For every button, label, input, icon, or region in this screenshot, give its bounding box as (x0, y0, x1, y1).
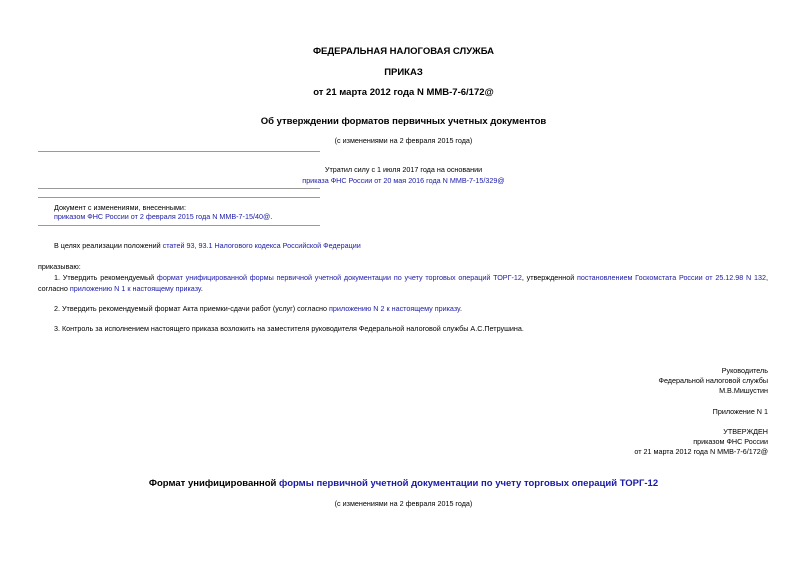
basis-paragraph (54, 241, 361, 250)
document-title: Об утверждении форматов первичных учетных документов (260, 116, 547, 127)
format-title-prefix: Формат унифицированной (148, 478, 280, 489)
torg12-form-link[interactable]: формы первичной учетной документации по учету торговых операций ТОРГ-12 (279, 478, 659, 489)
item-1-period: . (200, 284, 203, 293)
item-2-period: . (459, 304, 462, 313)
appendix-1-link[interactable]: приложению N 1 к настоящему приказу (69, 284, 201, 293)
item-1-text-mid2: , согласно (38, 273, 769, 293)
agency-name: ФЕДЕРАЛЬНАЯ НАЛОГОВАЯ СЛУЖБА (312, 46, 495, 57)
divider (38, 151, 320, 152)
appendix-label: Приложение N 1 (712, 407, 768, 416)
item-1-paragraph (38, 272, 768, 294)
appendix-2-link[interactable]: приложению N 2 к настоящему приказу (329, 304, 460, 313)
signature-agency: Федеральной налоговой службы (658, 376, 768, 385)
torg12-format-link[interactable]: формат унифицированной формы первичной учетной документации по учету торговых операций ТОРГ-12 (156, 273, 522, 282)
amendment-order-link[interactable]: приказом ФНС России от 2 февраля 2015 года N ММВ-7-15/40@ (54, 212, 271, 221)
format-title (0, 478, 807, 489)
amendments-link-line (54, 212, 272, 221)
approved-label: УТВЕРЖДЕН (723, 427, 768, 436)
signature-position: Руководитель (721, 366, 768, 375)
repeal-order-link[interactable]: приказа ФНС России от 20 мая 2016 года N ММВ-7-15/329@ (302, 176, 505, 185)
document-date-number: от 21 марта 2012 года N ММВ-7-6/172@ (313, 87, 494, 98)
order-word: приказываю: (38, 262, 81, 271)
basis-text: В целях реализации положений (54, 241, 163, 250)
approved-order-date: от 21 марта 2012 года N ММВ-7-6/172@ (634, 447, 768, 456)
format-revision-note: (с изменениями на 2 февраля 2015 года) (334, 499, 473, 508)
amendments-note: Документ с изменениями, внесенными: (54, 203, 186, 212)
revision-note: (с изменениями на 2 февраля 2015 года) (334, 136, 473, 145)
approved-by-order: приказом ФНС России (693, 437, 768, 446)
item-2-paragraph (54, 304, 462, 313)
document-type: ПРИКАЗ (384, 67, 423, 78)
item-3-paragraph: 3. Контроль за исполнением настоящего приказа возложить на заместителя руководителя Федеральной налоговой службы А.С.Петрушина. (54, 324, 524, 333)
signature-name: М.В.Мишустин (719, 386, 768, 395)
item-2-text: 2. Утвердить рекомендуемый формат Акта приемки-сдачи работ (услуг) согласно (54, 304, 330, 313)
divider (38, 225, 320, 226)
validity-note: Утратил силу с 1 июля 2017 года на основании (324, 165, 483, 174)
divider (38, 197, 320, 198)
item-1-text-mid: , утвержденной (521, 273, 577, 282)
validity-link-line (0, 176, 807, 185)
item-1-text: 1. Утвердить рекомендуемый (54, 273, 157, 282)
tax-code-link[interactable]: статей 93, 93.1 Налогового кодекса Российской Федерации (162, 241, 361, 250)
divider (38, 188, 320, 189)
goskomstat-resolution-link[interactable]: постановлением Госкомстата России от 25.12.98 N 132 (576, 273, 767, 282)
amendment-period: . (270, 212, 273, 221)
